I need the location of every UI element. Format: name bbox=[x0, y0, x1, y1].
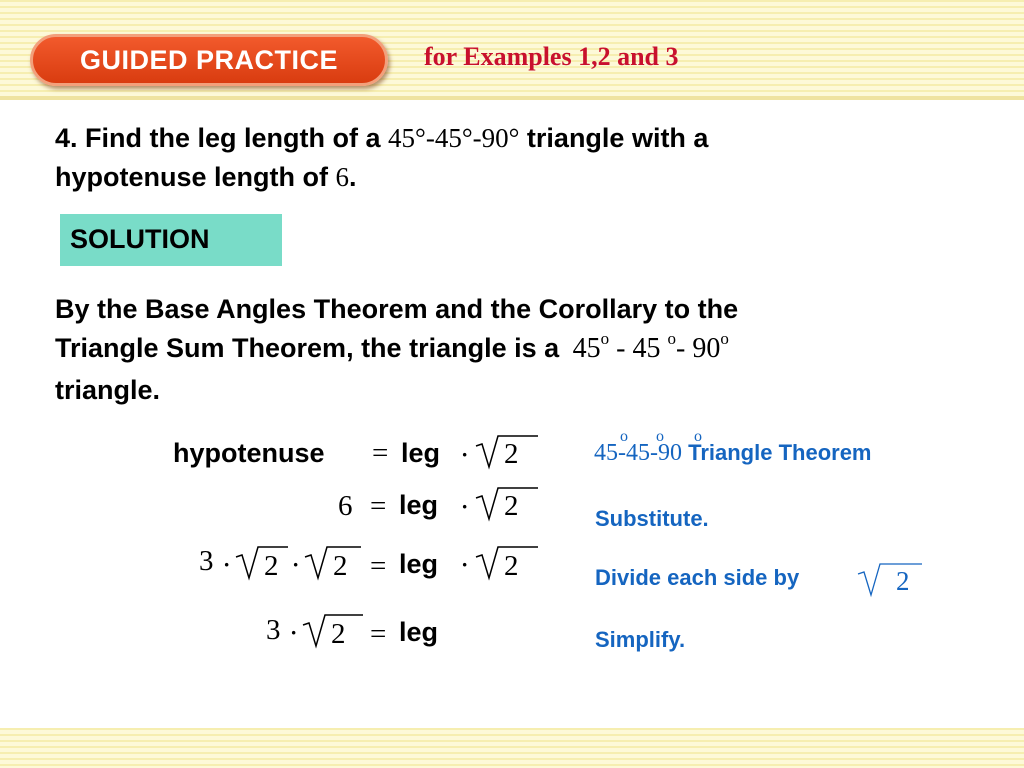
step4-sqrt bbox=[303, 613, 365, 649]
guided-practice-label: GUIDED PRACTICE bbox=[79, 44, 338, 75]
step3-sqrt-a bbox=[236, 545, 290, 581]
step3-dot-a: · bbox=[223, 552, 231, 577]
dash-a: - bbox=[616, 333, 626, 364]
step3-sqrt-b bbox=[305, 545, 363, 581]
step1-radicand: 2 bbox=[504, 438, 519, 470]
step1-leg: leg bbox=[401, 438, 441, 468]
step2-sqrt bbox=[476, 486, 540, 522]
header-band-edge bbox=[0, 96, 1024, 100]
note-theorem bbox=[594, 440, 872, 467]
step1-hypotenuse: hypotenuse bbox=[173, 438, 325, 468]
step2-equals: = bbox=[370, 490, 387, 522]
step4-dot: · bbox=[290, 620, 298, 645]
problem-period: . bbox=[349, 162, 357, 192]
degree-c: o bbox=[720, 329, 729, 348]
problem-angles: 45°-45°-90° bbox=[388, 123, 520, 153]
angle-b: 45 bbox=[632, 333, 661, 364]
problem-text-a: 4. Find the leg length of a bbox=[55, 123, 381, 153]
step4-leg: leg bbox=[399, 617, 439, 647]
step3-sqrt-c bbox=[476, 545, 540, 581]
degree-b: o bbox=[667, 329, 676, 348]
explanation-line3: triangle. bbox=[55, 375, 161, 405]
solution-box bbox=[60, 214, 282, 266]
step2-leg: leg bbox=[399, 490, 439, 520]
step3-dot-c: · bbox=[461, 552, 469, 577]
step1-sqrt bbox=[476, 434, 540, 470]
step3-radicand-a: 2 bbox=[264, 550, 279, 582]
step3-dot-b: · bbox=[292, 552, 300, 577]
step2-six: 6 bbox=[338, 490, 353, 522]
examples-subtitle: for Examples 1,2 and 3 bbox=[424, 42, 679, 71]
angle-a: 45 bbox=[572, 333, 601, 364]
angle-c: 90 bbox=[692, 333, 721, 364]
dash-b: - bbox=[675, 333, 686, 364]
step2-dot: · bbox=[461, 494, 469, 519]
step1-equals: = bbox=[372, 437, 389, 469]
note-divide-sqrt bbox=[858, 562, 924, 598]
guided-practice-banner bbox=[30, 34, 388, 86]
problem-length: 6 bbox=[335, 162, 350, 192]
step3-three: 3 bbox=[199, 545, 214, 577]
note-theorem-angles: 45-45-90 bbox=[594, 440, 682, 466]
explanation-paragraph bbox=[55, 290, 738, 410]
note-degree-b: o bbox=[656, 428, 664, 445]
note-substitute: Substitute. bbox=[595, 506, 709, 531]
problem-statement bbox=[55, 119, 708, 197]
note-degree-c: o bbox=[694, 428, 702, 445]
step4-radicand: 2 bbox=[331, 618, 346, 650]
step2-radicand: 2 bbox=[504, 490, 519, 522]
step1-dot: · bbox=[461, 442, 469, 467]
explanation-line2: Triangle Sum Theorem, the triangle is a bbox=[55, 333, 560, 363]
note-radical-icon bbox=[858, 562, 924, 598]
footer-band bbox=[0, 728, 1024, 768]
step4-three: 3 bbox=[266, 614, 281, 646]
step4-equals: = bbox=[370, 618, 387, 650]
note-simplify: Simplify. bbox=[595, 627, 686, 652]
problem-text-b: triangle with a bbox=[526, 123, 709, 153]
note-divide-radicand: 2 bbox=[896, 566, 910, 596]
degree-a: o bbox=[600, 329, 610, 348]
note-degree-a: o bbox=[620, 428, 628, 445]
note-divide: Divide each side by bbox=[595, 565, 800, 590]
note-theorem-text: Triangle Theorem bbox=[688, 440, 872, 465]
step3-equals: = bbox=[370, 550, 387, 582]
step3-radicand-c: 2 bbox=[504, 550, 519, 582]
solution-label: SOLUTION bbox=[70, 224, 210, 254]
step3-radical-a-icon bbox=[236, 545, 290, 581]
explanation-angles bbox=[572, 329, 729, 364]
step3-leg: leg bbox=[399, 549, 439, 579]
step3-radicand-b: 2 bbox=[333, 550, 348, 582]
problem-text-c: hypotenuse length of bbox=[55, 162, 328, 192]
explanation-line1: By the Base Angles Theorem and the Corollary to the bbox=[55, 294, 739, 324]
